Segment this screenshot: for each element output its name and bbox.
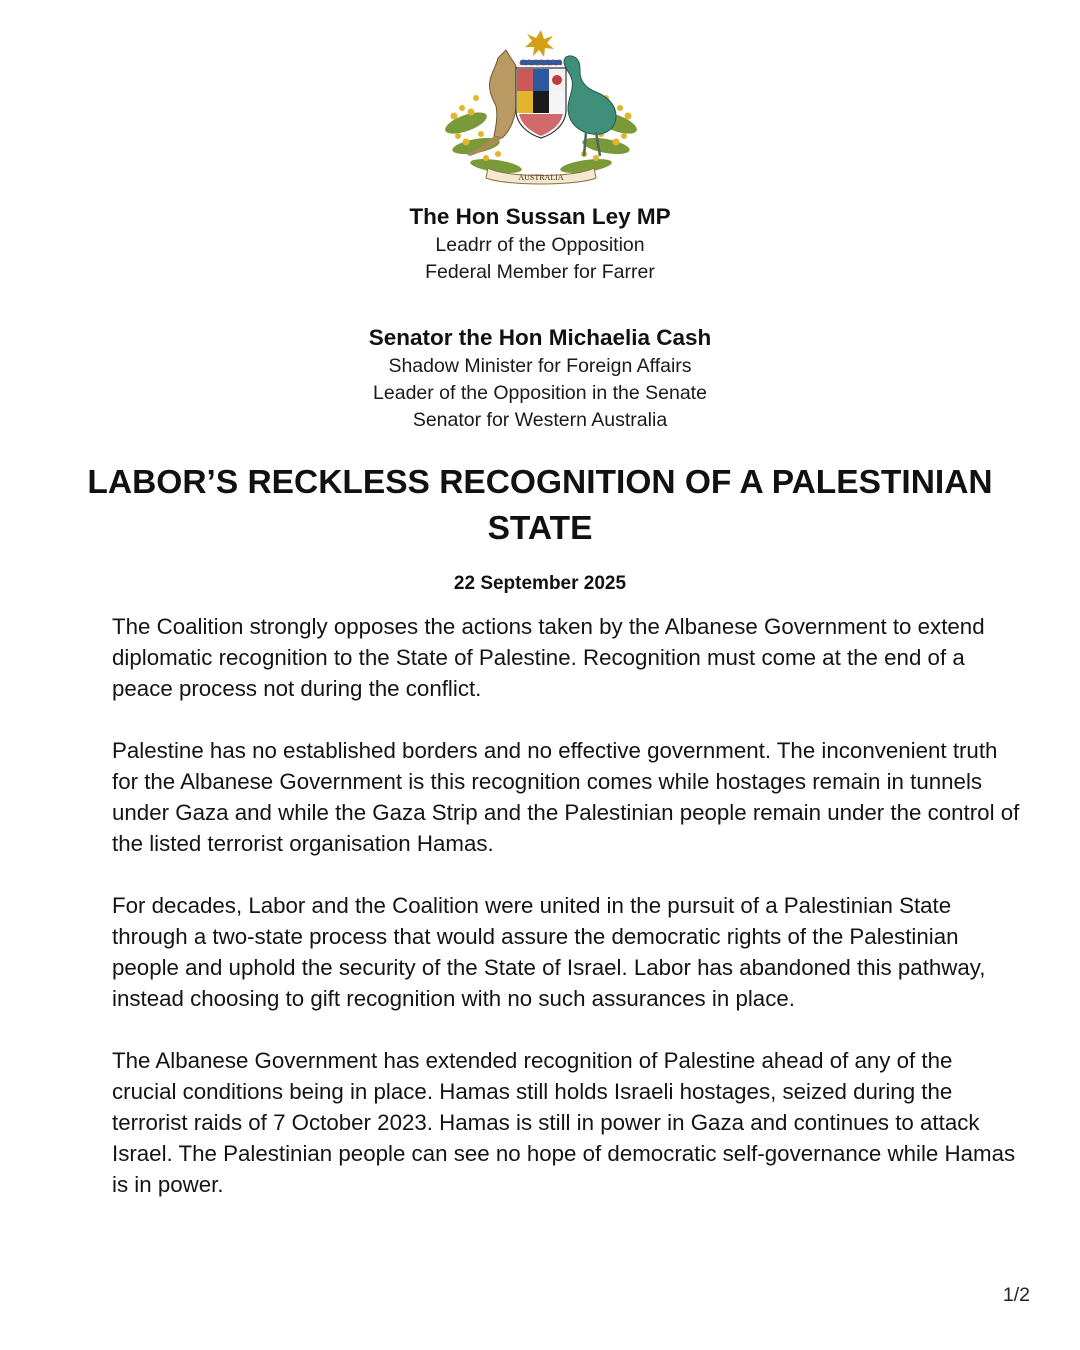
member-role: Leader of the Opposition in the Senate bbox=[373, 382, 707, 404]
member-role: Leadrr of the Opposition bbox=[435, 234, 645, 256]
release-body bbox=[112, 611, 1022, 1231]
member-name: The Hon Sussan Ley MP bbox=[409, 204, 671, 229]
member-name: Senator the Hon Michaelia Cash bbox=[368, 325, 712, 350]
page-number: 1/2 bbox=[1002, 1284, 1030, 1306]
member-block-cash bbox=[0, 323, 1080, 434]
svg-text:AUSTRALIA: AUSTRALIA bbox=[518, 173, 564, 182]
body-paragraph: The Coalition strongly opposes the actions taken by the Albanese Government to extend diplomatic recognition to the State of Palestine. Recognition must come at the end of a peace process not during the conflict. bbox=[112, 614, 985, 701]
member-role: Shadow Minister for Foreign Affairs bbox=[388, 355, 692, 377]
member-role: Federal Member for Farrer bbox=[425, 261, 655, 283]
member-block-ley bbox=[0, 202, 1080, 286]
body-paragraph: Palestine has no established borders and no effective government. The inconvenient truth for the Albanese Government is this recognition comes while hostages remain in tunnels under Gaza and while the Gaza Strip and the Palestinian people remain under the control of the listed terrorist organisation Hamas. bbox=[112, 738, 1020, 856]
body-paragraph: For decades, Labor and the Coalition were united in the pursuit of a Palestinian State through a two-state process that would assure the democratic rights of the Palestinian people and uphold the security of the State of Israel. Labor has abandoned this pathway, instead choosing to gift recognition with no such assurances in place. bbox=[112, 893, 986, 1011]
body-paragraph: The Albanese Government has extended recognition of Palestine ahead of any of the crucial conditions being in place. Hamas still holds Israeli hostages, seized during the terrorist raids of 7 October 2023. Hamas is still in power in Gaza and continues to attack Israel. The Palestinian people can see no hope of democratic self-governance while Hamas is in power. bbox=[112, 1048, 1016, 1197]
release-date: 22 September 2025 bbox=[453, 573, 627, 594]
member-role: Senator for Western Australia bbox=[412, 409, 668, 431]
coat-of-arms-icon bbox=[436, 28, 646, 188]
release-title: LABOR’S RECKLESS RECOGNITION OF A PALESTINIAN STATE bbox=[87, 464, 993, 547]
